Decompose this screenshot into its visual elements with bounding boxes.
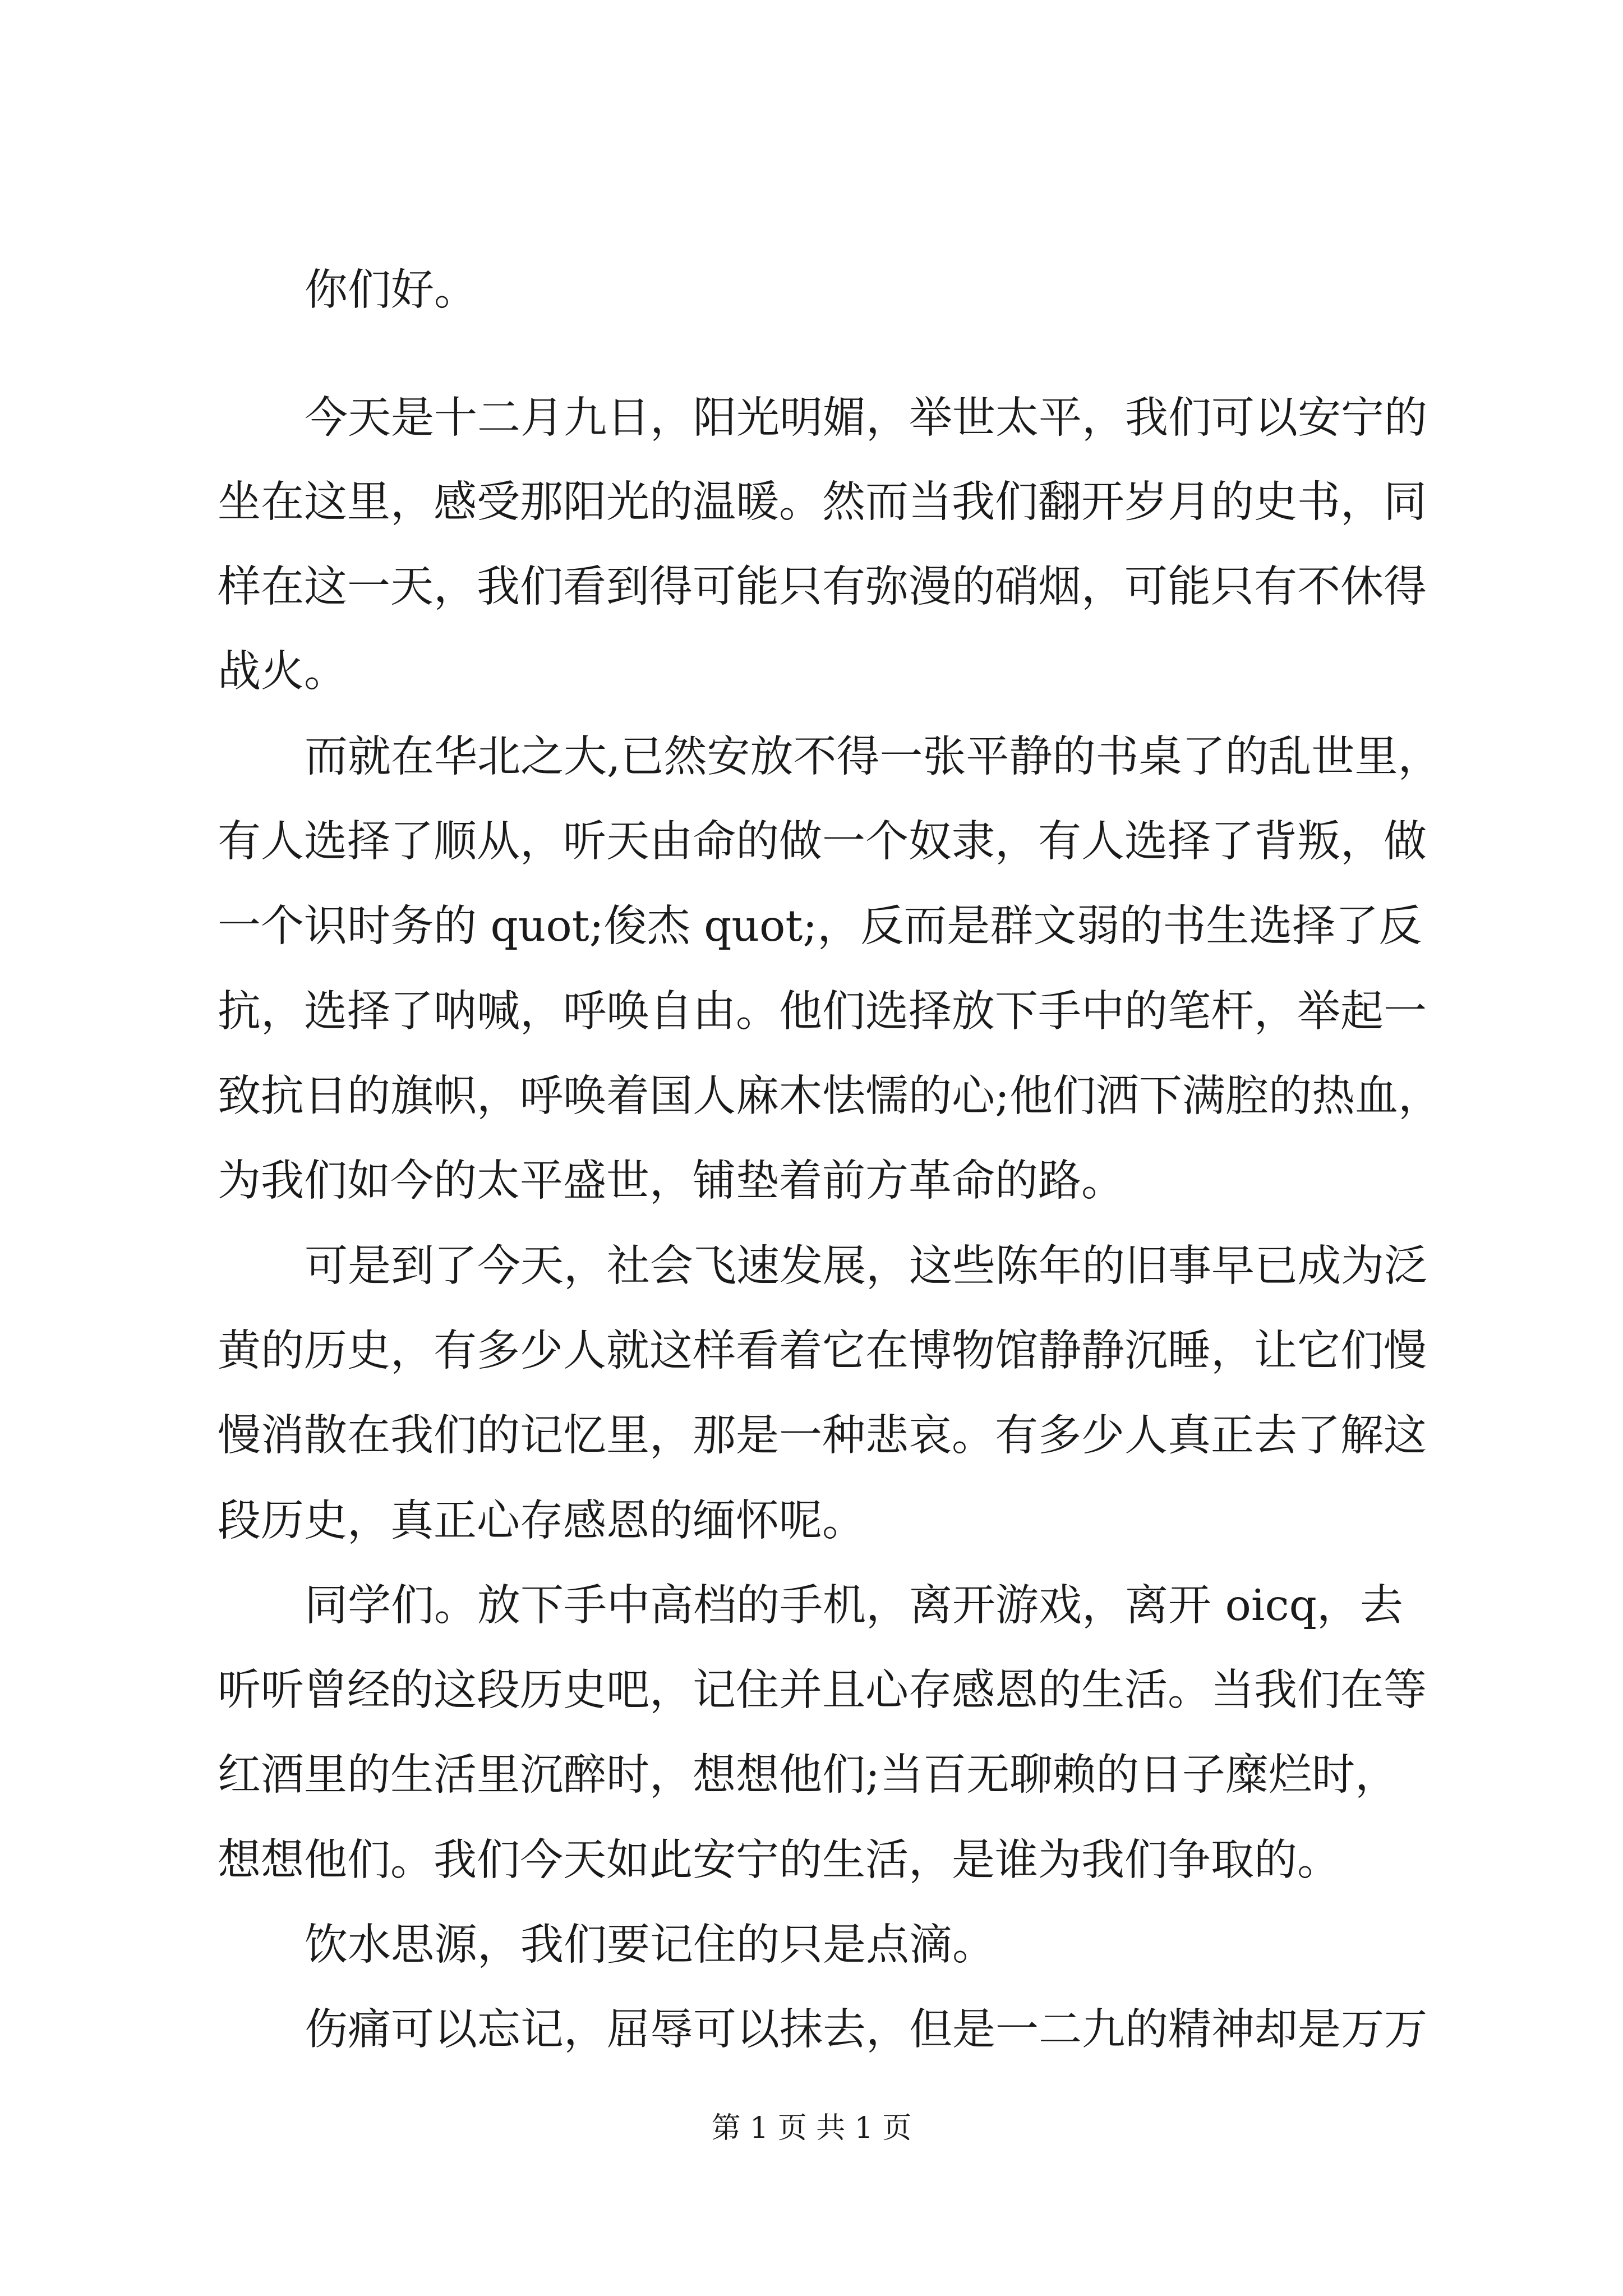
text-line: 一个识时务的 quot;俊杰 quot;，反而是群文弱的书生选择了反 <box>218 901 1422 951</box>
text-line: 致抗日的旗帜，呼唤着国人麻木怯懦的心;他们洒下满腔的热血， <box>218 1071 1441 1121</box>
text-line: 抗，选择了呐喊，呼唤自由。他们选择放下手中的笔杆，举起一 <box>218 987 1427 1037</box>
text-line: 同学们。放下手中高档的手机，离开游戏，离开 oicq，去 <box>305 1581 1403 1631</box>
text-line: 为我们如今的太平盛世，铺垫着前方革命的路。 <box>218 1156 1124 1206</box>
text-line: 可是到了今天，社会飞速发展，这些陈年的旧事早已成为泛 <box>305 1241 1427 1291</box>
text-line: 今天是十二月九日，阳光明媚，举世太平，我们可以安宁的 <box>305 393 1427 443</box>
text-line: 伤痛可以忘记，屈辱可以抹去，但是一二九的精神却是万万 <box>305 2005 1427 2055</box>
text-line: 段历史，真正心存感恩的缅怀呢。 <box>218 1496 865 1546</box>
text-line: 慢消散在我们的记忆里，那是一种悲哀。有多少人真正去了解这 <box>218 1411 1427 1461</box>
page-footer: 第 1 页 共 1 页 <box>711 2111 912 2145</box>
text-line: 饮水思源，我们要记住的只是点滴。 <box>305 1920 995 1970</box>
text-line: 有人选择了顺从，听天由命的做一个奴隶，有人选择了背叛，做 <box>218 817 1427 867</box>
text-line: 黄的历史，有多少人就这样看着它在博物馆静静沉睡，让它们慢 <box>218 1326 1427 1376</box>
text-line: 想想他们。我们今天如此安宁的生活，是谁为我们争取的。 <box>218 1835 1340 1885</box>
text-line: 而就在华北之大,已然安放不得一张平静的书桌了的乱世里， <box>305 732 1441 782</box>
text-line: 听听曾经的这段历史吧，记住并且心存感恩的生活。当我们在等 <box>218 1665 1427 1715</box>
text-line: 红酒里的生活里沉醉时，想想他们;当百无聊赖的日子糜烂时， <box>218 1750 1398 1800</box>
text-line: 你们好。 <box>305 265 477 315</box>
text-line: 战火。 <box>218 647 347 697</box>
text-line: 坐在这里，感受那阳光的温暖。然而当我们翻开岁月的史书，同 <box>218 477 1427 527</box>
text-line: 样在这一天，我们看到得可能只有弥漫的硝烟，可能只有不休得 <box>218 562 1427 612</box>
